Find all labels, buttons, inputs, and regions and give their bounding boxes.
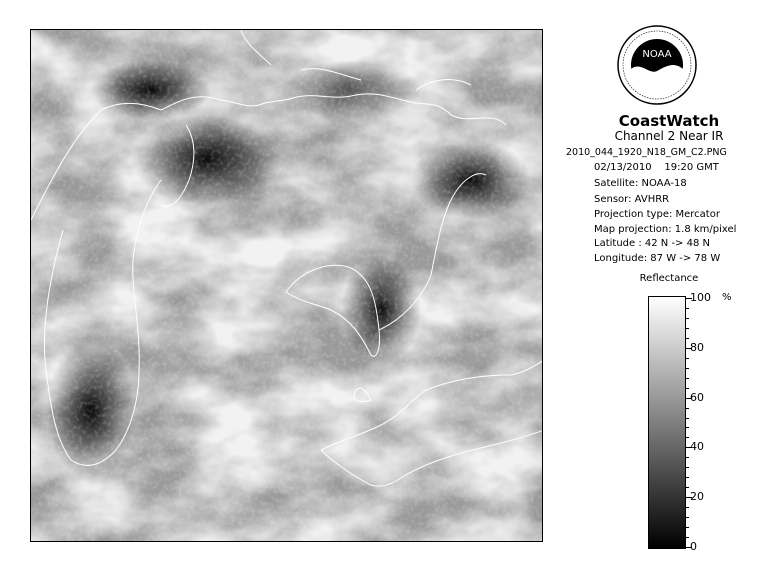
colorbar-minor-tick: [686, 517, 689, 518]
colorbar-unit: %: [722, 292, 732, 303]
colorbar-minor-tick: [686, 318, 689, 319]
latitude-range: Latitude : 42 N -> 48 N: [594, 238, 710, 249]
colorbar-label: Reflectance: [639, 273, 699, 284]
sensor-info: Sensor: AVHRR: [594, 194, 670, 205]
colorbar-minor-tick: [686, 388, 689, 389]
colorbar-minor-tick: [686, 328, 689, 329]
colorbar-minor-tick: [686, 427, 689, 428]
colorbar-tick-label: 20: [690, 490, 704, 504]
file-name: 2010_044_1920_N18_GM_C2.PNG: [566, 147, 727, 158]
colorbar-minor-tick: [686, 308, 689, 309]
channel-name: Channel 2 Near IR: [614, 129, 724, 143]
colorbar-minor-tick: [686, 457, 689, 458]
satellite-image: [30, 29, 543, 542]
map-projection: Map projection: 1.8 km/pixel: [594, 224, 737, 235]
colorbar-minor-tick: [686, 358, 689, 359]
projection-type: Projection type: Mercator: [594, 209, 720, 220]
colorbar-minor-tick: [686, 527, 689, 528]
colorbar-minor-tick: [686, 408, 689, 409]
colorbar-minor-tick: [686, 437, 689, 438]
acquisition-datetime: [594, 162, 719, 174]
colorbar-minor-tick: [686, 368, 689, 369]
colorbar-minor-tick: [686, 378, 689, 379]
noaa-logo: [617, 25, 697, 105]
acquisition-date: 02/13/2010: [594, 162, 652, 173]
colorbar: [648, 296, 686, 549]
colorbar-tick-label: 80: [690, 340, 704, 354]
product-title: CoastWatch: [618, 112, 720, 130]
satellite-info: Satellite: NOAA-18: [594, 178, 687, 189]
colorbar-minor-tick: [686, 477, 689, 478]
colorbar-minor-tick: [686, 537, 689, 538]
logo-text: NOAA: [642, 49, 672, 60]
colorbar-minor-tick: [686, 487, 689, 488]
colorbar-tick-label: 40: [690, 440, 704, 454]
colorbar-tick-label: 60: [690, 390, 704, 404]
colorbar-minor-tick: [686, 418, 689, 419]
colorbar-minor-tick: [686, 467, 689, 468]
colorbar-minor-tick: [686, 507, 689, 508]
colorbar-minor-tick: [686, 338, 689, 339]
longitude-range: Longitude: 87 W -> 78 W: [594, 253, 721, 264]
colorbar-tick-label: 100: [690, 291, 711, 304]
acquisition-time: 19:20 GMT: [664, 162, 719, 173]
colorbar-tick-label: 0: [690, 540, 697, 553]
satellite-map: [31, 30, 543, 542]
